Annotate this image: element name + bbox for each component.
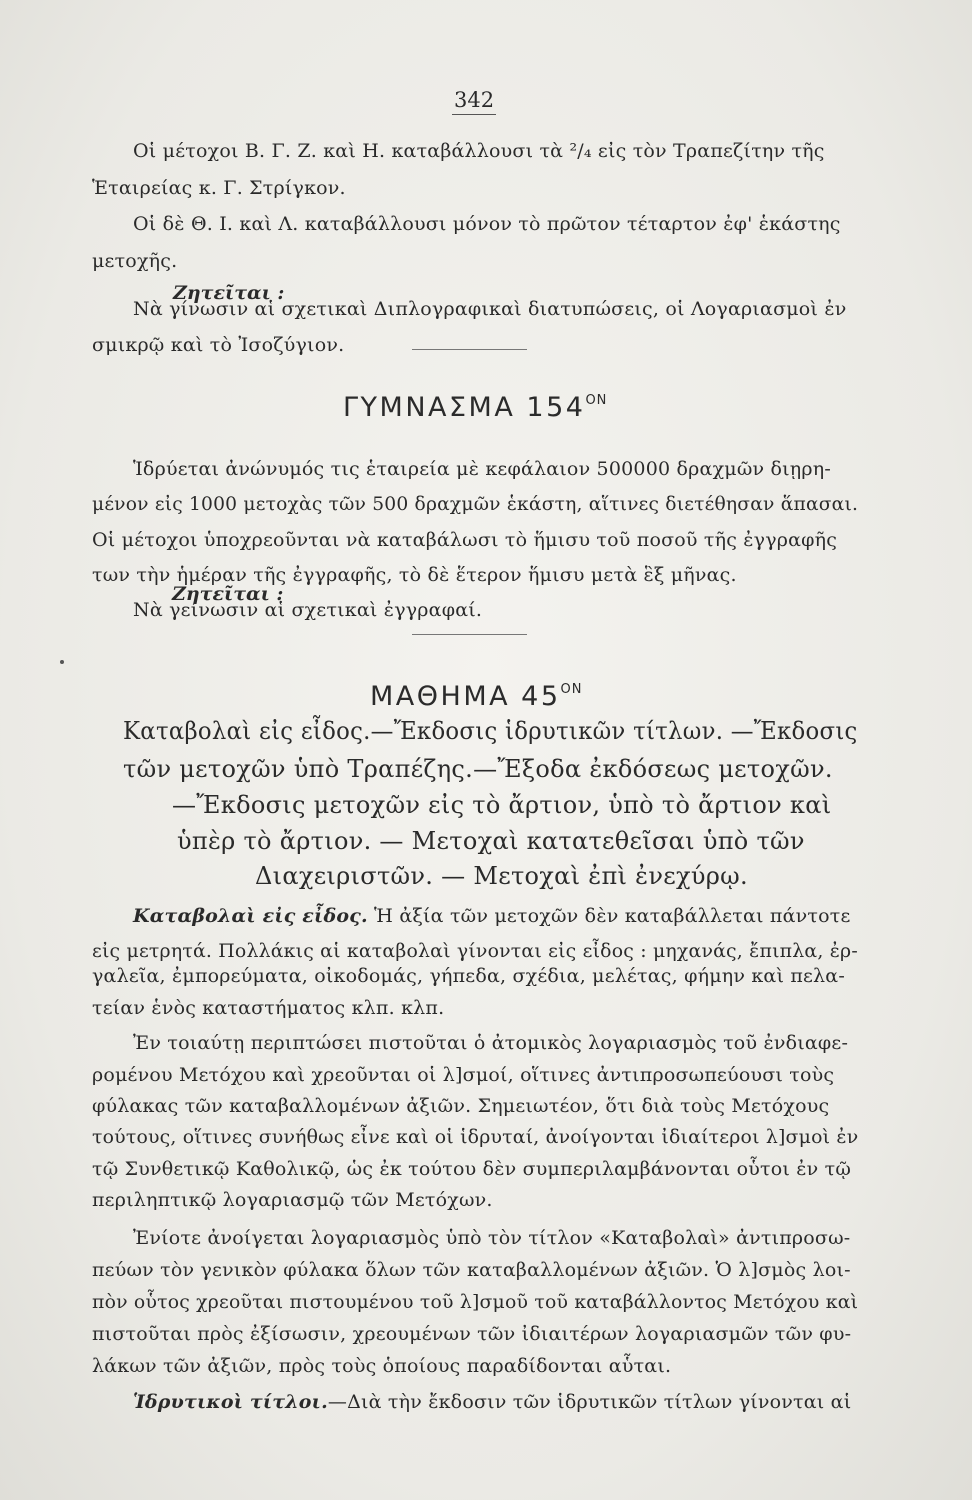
paragraph-line: πιστοῦται πρὸς ἐξίσωσιν, χρεουμένων τῶν ἰδιαιτέρων λογαριασμῶν τῶν φυ- [92,1323,852,1345]
topic-line: Καταβολαὶ εἰς εἶδος.—Ἔκδοσις ἱδρυτικῶν τίτλων. —Ἔκδοσις [123,717,858,745]
paragraph-line: τῷ Συνθετικῷ Καθολικῷ, ὡς ἐκ τούτου δὲν συμπεριλαμβάνονται οὗτοι ἐν τῷ [92,1158,852,1180]
paragraph-line: Ἐνίοτε ἀνοίγεται λογαριασμὸς ὑπὸ τὸν τίτλον «Καταβολαὶ» ἀντιπροσω- [133,1227,851,1249]
text-line: μετοχῆς. [92,250,178,272]
topic-line: —Ἔκδοσις μετοχῶν εἰς τὸ ἄρτιον, ὑπὸ τὸ ἄρτιον καὶ [172,791,832,819]
paragraph-line: τείαν ἑνὸς καταστήματος κλπ. κλπ. [92,997,445,1019]
paragraph-line: Ἐν τοιαύτῃ περιπτώσει πιστοῦται ὁ ἀτομικὸς λογαριασμὸς τοῦ ἐνδιαφε- [133,1032,849,1054]
section-divider [412,349,527,350]
paragraph-line: πὸν οὗτος χρεοῦται πιστουμένου τοῦ λ]σμοῦ τοῦ καταβάλλοντος Μετόχου καὶ [92,1291,859,1313]
text-line: μένον εἰς 1000 μετοχὰς τῶν 500 δραχμῶν ἑκάστη, αἵτινες διετέθησαν ἅπασαι. [92,493,859,515]
text-line: Ἑταιρείας κ. Γ. Στρίγκον. [92,177,346,199]
text-line: Νὰ γίνωσιν αἱ σχετικαὶ Διπλογραφικαὶ διατυπώσεις, οἱ Λογαριασμοὶ ἐν [133,298,847,320]
topic-line: τῶν μετοχῶν ὑπὸ Τραπέζης.—Ἔξοδα ἐκδόσεως μετοχῶν. [123,755,833,783]
section-divider [412,634,527,635]
text-line: Ἱδρύεται ἀνώνυμός τις ἑταιρεία μὲ κεφάλαιον 500000 δραχμῶν διῃρη- [133,458,831,480]
text-line: Οἱ μέτοχοι ὑποχρεοῦνται νὰ καταβάλωσι τὸ ἥμισυ τοῦ ποσοῦ τῆς ἐγγραφῆς [92,529,838,551]
paragraph-line: περιληπτικῷ λογαριασμῷ τῶν Μετόχων. [92,1189,493,1211]
text-line: Οἱ μέτοχοι Β. Γ. Ζ. καὶ Η. καταβάλλουσι τὰ ²/₄ εἰς τὸν Τραπεζίτην τῆς [133,140,825,162]
zitietai-label: Ζητεῖται : [173,282,285,304]
paragraph-line: ρομένου Μετόχου καὶ χρεοῦνται οἱ λ]σμοί, οἵτινες ἀντιπροσωπεύουσι τοὺς [92,1064,835,1086]
ink-speck [60,660,64,664]
paragraph-line: εἰς μετρητά. Πολλάκις αἱ καταβολαὶ γίνονται εἰς εἶδος : μηχανάς, ἔπιπλα, ἐρ- [92,940,858,962]
inline-heading: Καταβολαὶ εἰς εἶδος. [133,905,368,927]
lesson-heading: ΜΑΘΗΜΑ $45^{ON}$ [370,681,583,712]
text-line: των τὴν ἡμέραν τῆς ἐγγραφῆς, τὸ δὲ ἕτερον ἥμισυ μετὰ ἓξ μῆνας. [92,564,737,586]
paragraph-line: Ἱδρυτικοὶ τίτλοι.—Διὰ τὴν ἔκδοσιν τῶν ἱδρυτικῶν τίτλων γίνονται αἱ [133,1391,852,1413]
topic-line: ὑπὲρ τὸ ἄρτιον. — Μετοχαὶ κατατεθεῖσαι ὑπὸ τῶν [177,827,805,855]
topic-line: Διαχειριστῶν. — Μετοχαὶ ἐπὶ ἐνεχύρῳ. [255,862,748,890]
paragraph-line: Καταβολαὶ εἰς εἶδος. Ἡ ἀξία τῶν μετοχῶν δὲν καταβάλλεται πάντοτε [133,905,851,927]
text-line: Οἱ δὲ Θ. Ι. καὶ Λ. καταβάλλουσι μόνον τὸ πρῶτον τέταρτον ἐφ' ἑκάστης [133,213,841,235]
text-line: σμικρῷ καὶ τὸ Ἰσοζύγιον. [92,334,345,356]
paragraph-line: τούτους, οἵτινες συνήθως εἶνε καὶ οἱ ἱδρυταί, ἀνοίγονται ἰδιαίτεροι λ]σμοὶ ἐν [92,1126,859,1148]
paragraph-line: πεύων τὸν γενικὸν φύλακα ὅλων τῶν καταβαλλομένων ἀξιῶν. Ὁ λ]σμὸς λοι- [92,1259,851,1281]
zitietai-label: Ζητεῖται : [172,583,284,605]
exercise-heading: ΓΥΜΝΑΣΜΑ $154^{ON}$ [343,392,608,423]
page-number: 342 [452,88,496,115]
paragraph-line: γαλεῖα, ἐμπορεύματα, οἰκοδομάς, γήπεδα, σχέδια, μελέτας, φήμην καὶ πελα- [92,965,845,987]
paragraph-line: φύλακας τῶν καταβαλλομένων ἀξιῶν. Σημειωτέον, ὅτι διὰ τοὺς Μετόχους [92,1095,830,1117]
text-line: Νὰ γείνωσιν αἱ σχετικαὶ ἐγγραφαί. [133,599,483,621]
paragraph-line: λάκων τῶν ἀξιῶν, πρὸς τοὺς ὁποίους παραδίδονται αὗται. [92,1355,672,1377]
inline-heading: Ἱδρυτικοὶ τίτλοι. [133,1391,328,1413]
